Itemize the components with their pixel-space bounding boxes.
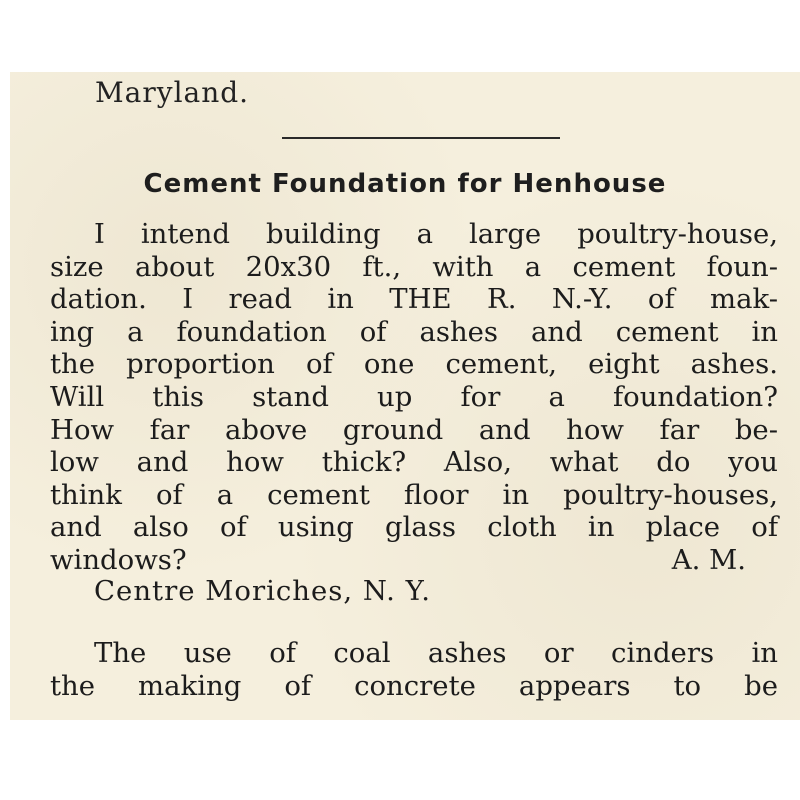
author-signature: A. M. bbox=[671, 543, 746, 576]
question-line: and also of using glass cloth in place of bbox=[50, 511, 778, 544]
question-line: the proportion of one cement, eight ashes. bbox=[50, 348, 778, 381]
question-closing-line bbox=[50, 544, 778, 577]
section-divider bbox=[282, 137, 560, 139]
question-line: dation. I read in THE R. N.-Y. of mak- bbox=[50, 283, 778, 316]
question-line: think of a cement floor in poultry-houses, bbox=[50, 478, 778, 511]
question-line: ing a foundation of ashes and cement in bbox=[50, 315, 778, 348]
question-line: size about 20x30 ft., with a cement foun- bbox=[50, 250, 778, 283]
previous-article-fragment: Maryland. bbox=[95, 76, 250, 109]
author-location: Centre Moriches, N. Y. bbox=[94, 575, 432, 607]
newspaper-clipping bbox=[10, 72, 800, 720]
answer-line: The use of coal ashes or cinders in bbox=[94, 637, 778, 669]
question-line: I intend building a large poultry-house, bbox=[94, 218, 778, 250]
question-last-line: windows? bbox=[50, 543, 187, 576]
answer-paragraph bbox=[50, 637, 778, 703]
question-line: Will this stand up for a foundation? bbox=[50, 380, 778, 413]
question-paragraph bbox=[50, 218, 778, 577]
question-line: low and how thick? Also, what do you bbox=[50, 446, 778, 479]
question-line: How far above ground and how far be- bbox=[50, 413, 778, 446]
answer-line: the making of concrete appears to be bbox=[50, 670, 778, 702]
article-headline: Cement Foundation for Henhouse bbox=[143, 169, 667, 199]
